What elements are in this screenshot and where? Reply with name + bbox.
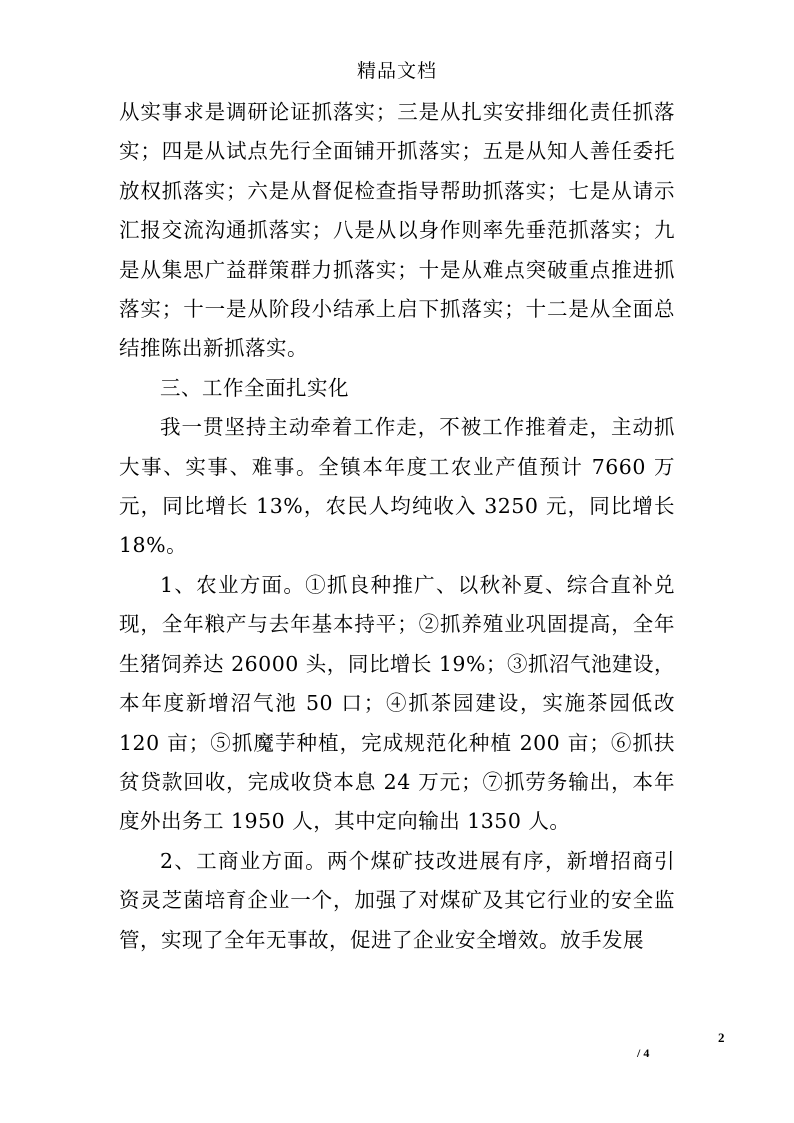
document-body xyxy=(119,93,675,960)
page-number: 2 xyxy=(718,1030,725,1045)
paragraph-continued-list: 从实事求是调研论证抓落实；三是从扎实安排细化责任抓落实；四是从试点先行全面铺开抓落实；五是从知人善任委托放权抓落实；六是从督促检查指导帮助抓落实；七是从请示汇报交流沟通抓落实；八是从以身作则率先垂范抓落实；九是从集思广益群策群力抓落实；十是从难点突破重点推进抓落实；十一是从阶段小结承上启下抓落实；十二是从全面总结推陈出新抓落实。 xyxy=(119,100,675,361)
paragraph-summary: 我一贯坚持主动牵着工作走，不被工作推着走，主动抓大事、实事、难事。全镇本年度工农业产值预计 7660 万元，同比增长 13%，农民人均纯收入 3250 元，同比增长 18%。 xyxy=(119,415,675,558)
section-heading: 三、工作全面扎实化 xyxy=(160,375,349,400)
paragraph-industry-commerce: 2、工商业方面。两个煤矿技改进展有序，新增招商引资灵芝菌培育企业一个，加强了对煤矿及其它行业的安全监管，实现了全年无事故，促进了企业安全增效。放手发展 xyxy=(119,848,675,952)
document-header: 精品文档 xyxy=(356,60,437,82)
paragraph-agriculture: 1、农业方面。①抓良种推广、以秋补夏、综合直补兑现，全年粮产与去年基本持平；②抓养殖业巩固提高，全年生猪饲养达 26000 头，同比增长 19%；③抓沼气池建设，本年度新增沼气池 50 口；④抓茶园建设，实施茶园低改 120 亩；⑤抓魔芋种植，完成规范化种植 200 亩；⑥抓扶贫贷款回收，完成收贷本息 24 万元；⑦抓劳务输出，本年度外出务工 1950 人，其中定向输出 1350 人。 xyxy=(119,572,675,834)
page-total: / 4 xyxy=(637,1046,650,1060)
